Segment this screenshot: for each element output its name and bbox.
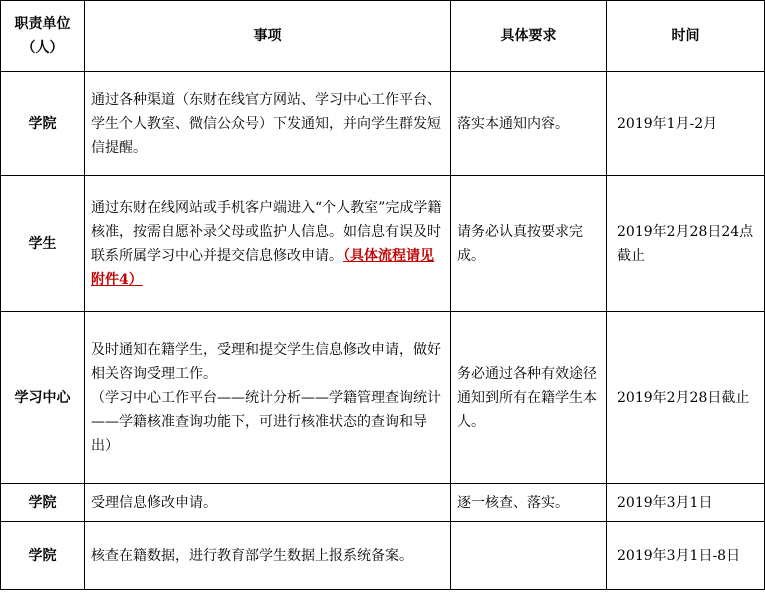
attachment-link[interactable]: （具体流程请见附件4） <box>91 247 434 288</box>
header-unit: 职责单位（人） <box>1 1 85 72</box>
row-requirement: 请务必认真按要求完成。 <box>451 176 607 312</box>
row-unit: 学生 <box>1 176 85 312</box>
row-unit: 学院 <box>1 72 85 176</box>
row-matter: 通过各种渠道（东财在线官方网站、学习中心工作平台、学生个人教室、微信公众号）下发通知，并向学生群发短信提醒。 <box>85 72 451 176</box>
header-requirement: 具体要求 <box>451 1 607 72</box>
row-requirement: 逐一核查、落实。 <box>451 484 607 522</box>
table-row <box>1 312 765 484</box>
row-time: 2019年2月28日截止 <box>607 312 765 484</box>
row-matter-text: 及时通知在籍学生，受理和提交学生信息修改申请，做好相关咨询受理工作。 <box>91 341 441 382</box>
row-requirement: 落实本通知内容。 <box>451 72 607 176</box>
header-time: 时间 <box>607 1 765 72</box>
row-unit: 学院 <box>1 484 85 522</box>
row-requirement <box>451 522 607 590</box>
row-matter-extra: （学习中心工作平台——统计分析——学籍管理查询统计——学籍核准查询功能下，可进行核准状态的查询和导出） <box>91 389 441 454</box>
table-row <box>1 72 765 176</box>
table-row <box>1 484 765 522</box>
row-matter-text: 通过东财在线网站或手机客户端进入“个人教室”完成学籍核准，按需自愿补录父母或监护人信息。如信息有误及时联系所属学习中心并提交信息修改申请。 <box>91 199 442 264</box>
row-unit: 学院 <box>1 522 85 590</box>
row-time: 2019年1月-2月 <box>607 72 765 176</box>
row-requirement: 务必通过各种有效途径通知到所有在籍学生本人。 <box>451 312 607 484</box>
row-matter: 核查在籍数据，进行教育部学生数据上报系统备案。 <box>85 522 451 590</box>
row-matter <box>85 176 451 312</box>
table-row <box>1 176 765 312</box>
row-unit: 学习中心 <box>1 312 85 484</box>
header-row <box>1 1 765 72</box>
row-matter: 受理信息修改申请。 <box>85 484 451 522</box>
row-time: 2019年2月28日24点截止 <box>607 176 765 312</box>
table-row <box>1 522 765 590</box>
row-time: 2019年3月1日 <box>607 484 765 522</box>
row-matter <box>85 312 451 484</box>
header-matter: 事项 <box>85 1 451 72</box>
row-time: 2019年3月1日-8日 <box>607 522 765 590</box>
